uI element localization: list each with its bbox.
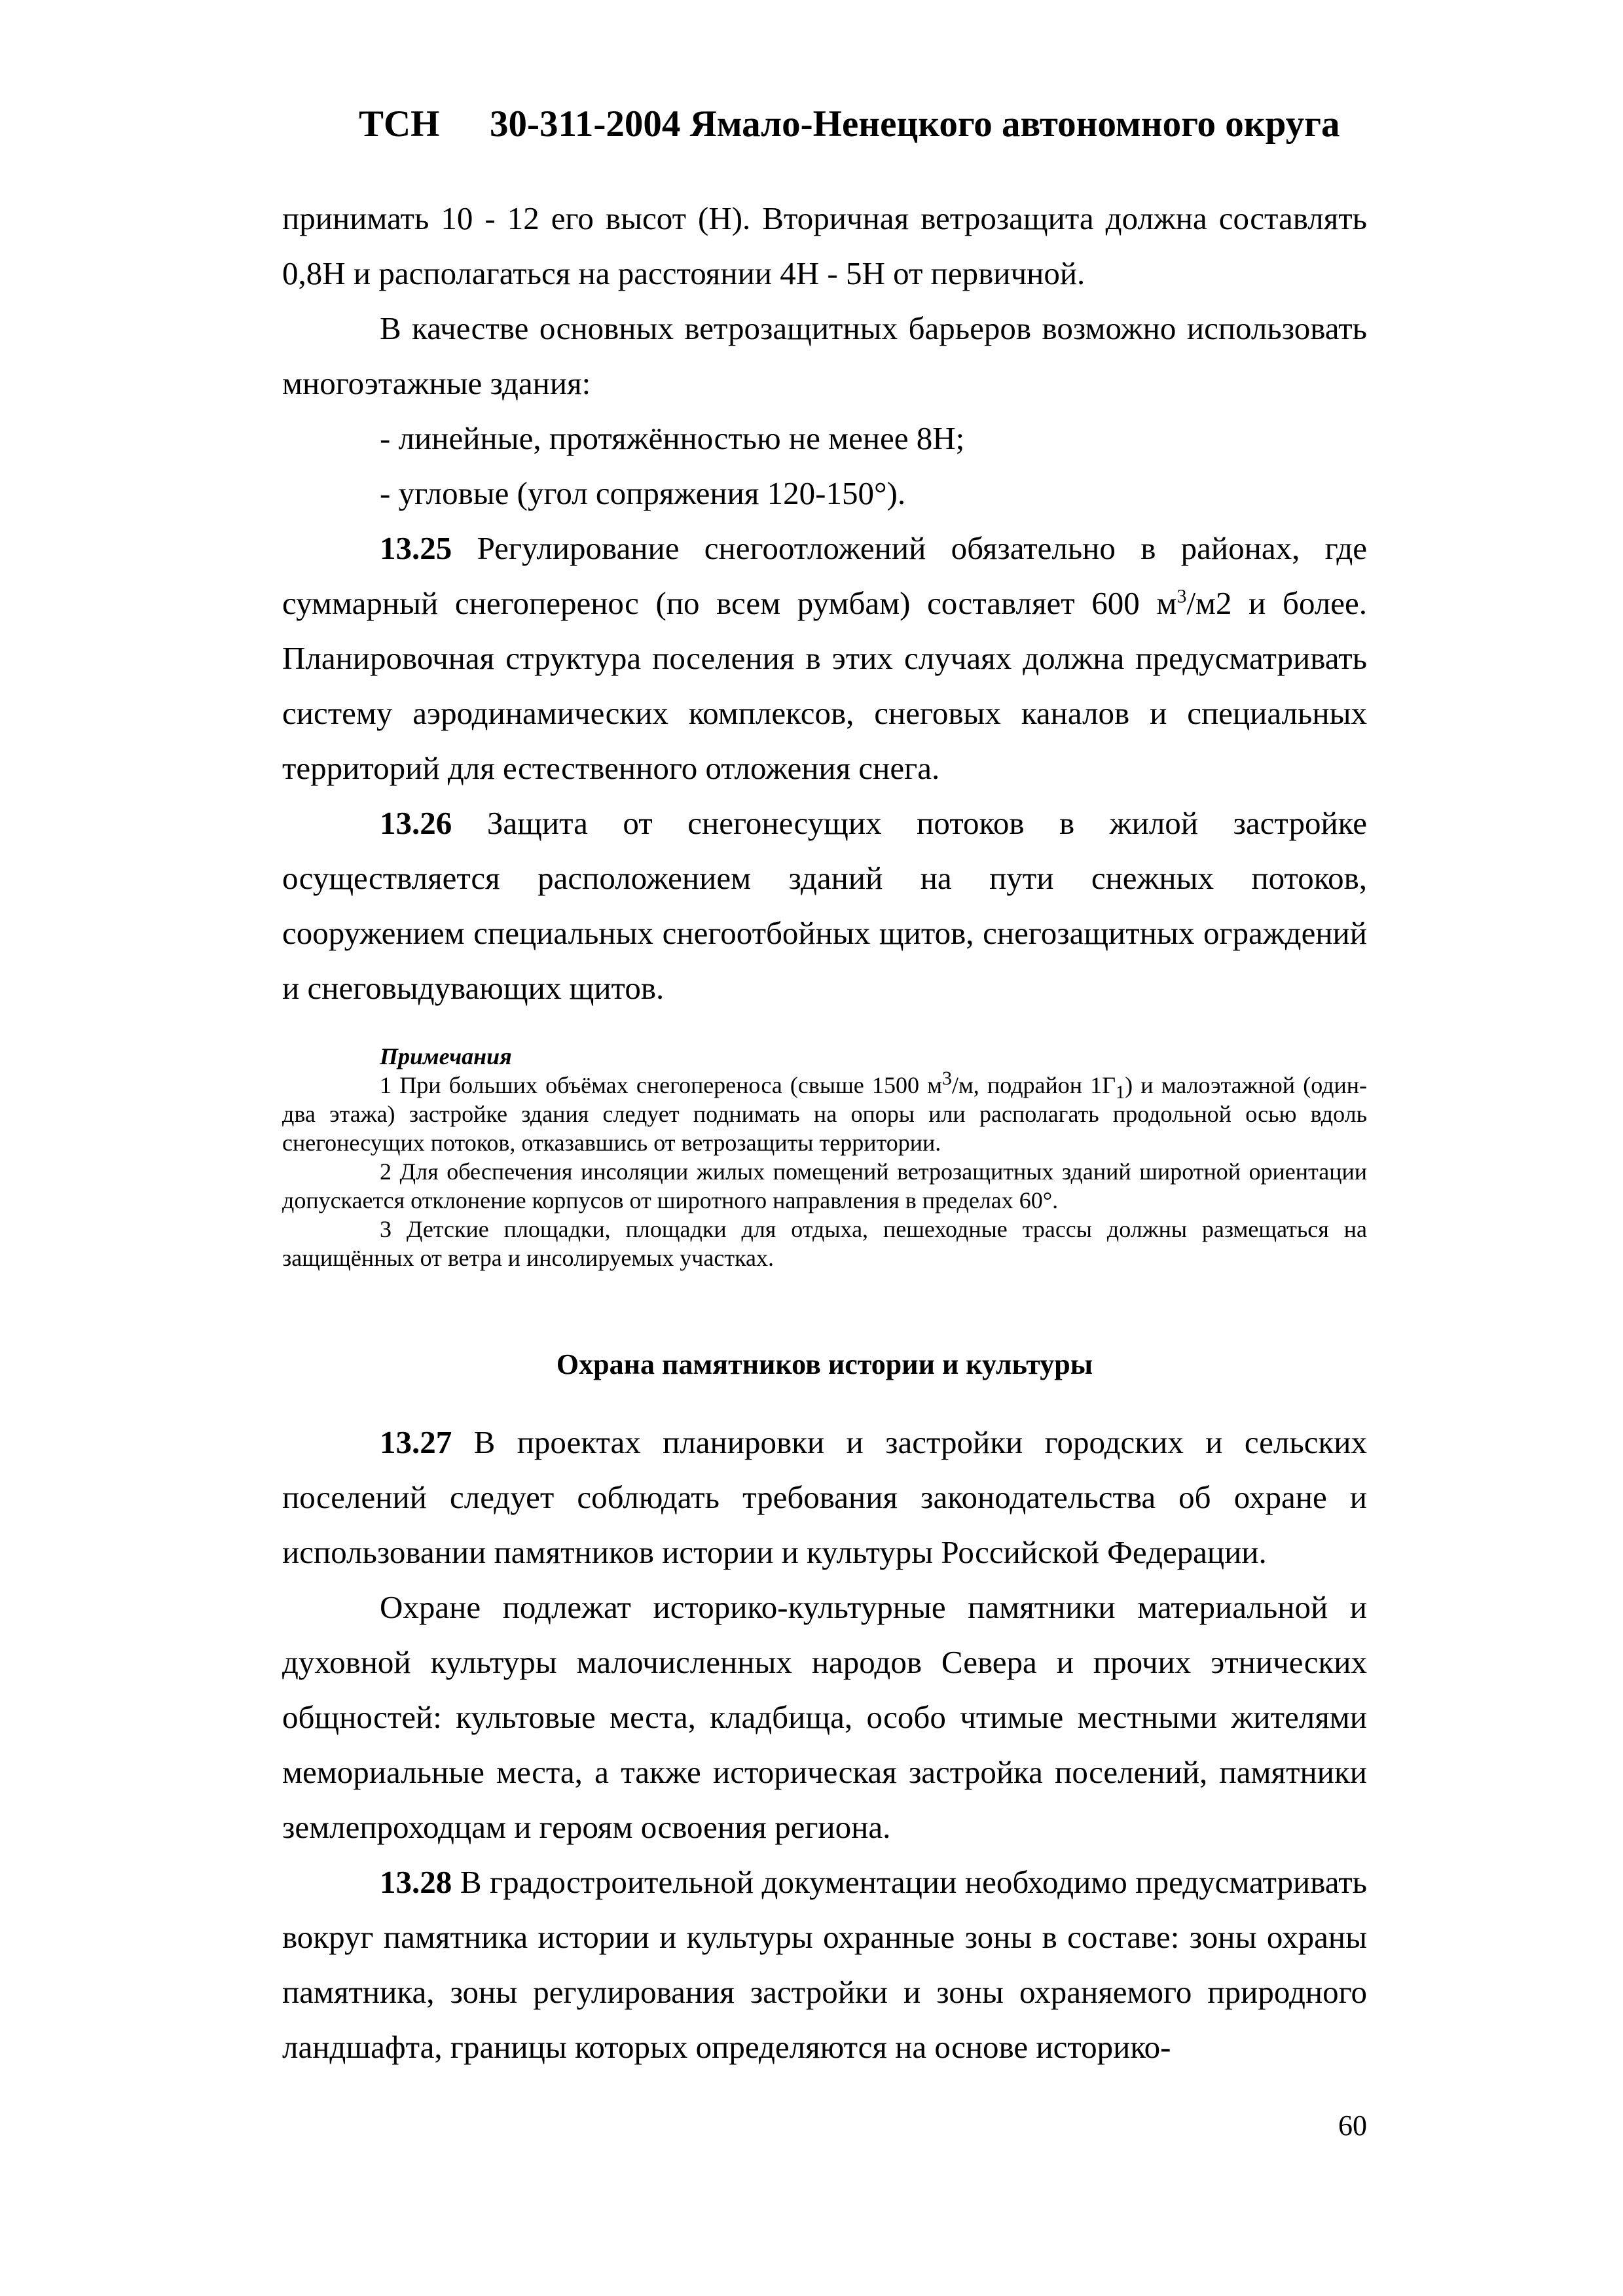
clause-13-26 xyxy=(282,796,1367,1016)
superscript: 3 xyxy=(942,1067,952,1089)
subscript: 1 xyxy=(1116,1083,1125,1103)
clause-number: 13.25 xyxy=(380,530,452,566)
clause-text: Регулирование снегоотложений обязательно в районах, где суммарный снегоперенос (по всем румбам) составляет 600 м xyxy=(282,530,1367,621)
clause-number: 13.28 xyxy=(380,1864,452,1900)
paragraph-barriers: В качестве основных ветрозащитных барьеров возможно использовать многоэтажные здания: xyxy=(282,310,1367,401)
body-block-top xyxy=(282,191,1367,1016)
clause-number: 13.26 xyxy=(380,805,452,841)
paragraph-protection: Охране подлежат историко-культурные памятники материальной и духовной культуры малочисленных народов Севера и прочих этнических общностей: культовые места, кладбища, особо чтимые местными жителями мемориальные места, а также историческая застройка поселений, памятники землепроходцам и героям освоения региона. xyxy=(282,1589,1367,1845)
section-heading: Охрана памятников истории и культуры xyxy=(556,1348,1093,1380)
clause-number: 13.27 xyxy=(380,1424,452,1460)
header-title: 30-311-2004 Ямало-Ненецкого автономного округа xyxy=(490,103,1340,145)
note-3: 3 Детские площадки, площадки для отдыха, пешеходные трассы должны размещаться на защищённых от ветра и инсолируемых участках. xyxy=(282,1216,1367,1271)
clause-text: /м2 и более. Планировочная структура поселения в этих случаях должна предусматривать систему аэродинамических комплексов, снеговых каналов и специальных территорий для естественного отложения снега. xyxy=(282,585,1368,786)
notes-title: Примечания xyxy=(380,1043,512,1069)
clause-text: В проектах планировки и застройки городских и сельских поселений следует соблюдать требования законодательства об охране и использовании памятников истории и культуры Российской Федерации. xyxy=(282,1424,1367,1570)
page-number: 60 xyxy=(1338,2109,1367,2142)
list-item-angular: - угловые (угол сопряжения 120-150°). xyxy=(380,475,906,511)
page-header xyxy=(359,98,1367,151)
clause-13-28 xyxy=(282,1855,1367,2075)
superscript: 3 xyxy=(1176,585,1187,607)
note-text: /м, подрайон 1Г xyxy=(952,1072,1116,1098)
notes-block xyxy=(282,1042,1367,1272)
body-block-bottom xyxy=(282,1415,1367,2075)
note-1 xyxy=(282,1067,1367,1157)
header-prefix: ТСН xyxy=(359,103,440,145)
clause-text: В градостроительной документации необходимо предусматривать вокруг памятника истории и культуры охранные зоны в составе: зоны охраны памятника, зоны регулирования застройки и зоны охраняемого природного ландшафта, границы которых определяются на основе историко- xyxy=(282,1864,1367,2065)
clause-13-27 xyxy=(282,1415,1367,1580)
note-text: ) и малоэтажной (один-два этажа) застройке здания следует поднимать на опоры или располагать продольной осью вдоль снегонесущих потоков, отказавшись от ветрозащиты территории. xyxy=(282,1072,1367,1156)
note-text: 1 При больших объёмах снегопереноса (свыше 1500 м xyxy=(380,1072,942,1098)
note-2: 2 Для обеспечения инсоляции жилых помещений ветрозащитных зданий широтной ориентации допускается отклонение корпусов от широтного направления в пределах 60°. xyxy=(282,1158,1367,1213)
paragraph-continuation: принимать 10 - 12 его высот (Н). Вторичная ветрозащита должна составлять 0,8Н и располагаться на расстоянии 4Н - 5Н от первичной. xyxy=(282,200,1367,291)
clause-text: Защита от снегонесущих потоков в жилой застройке осуществляется расположением зданий на пути снежных потоков, сооружением специальных снегоотбойных щитов, снегозащитных ограждений и снеговыдувающих щитов. xyxy=(282,805,1367,1006)
list-item-linear: - линейные, протяжённостью не менее 8Н; xyxy=(380,420,965,456)
clause-13-25 xyxy=(282,521,1367,796)
